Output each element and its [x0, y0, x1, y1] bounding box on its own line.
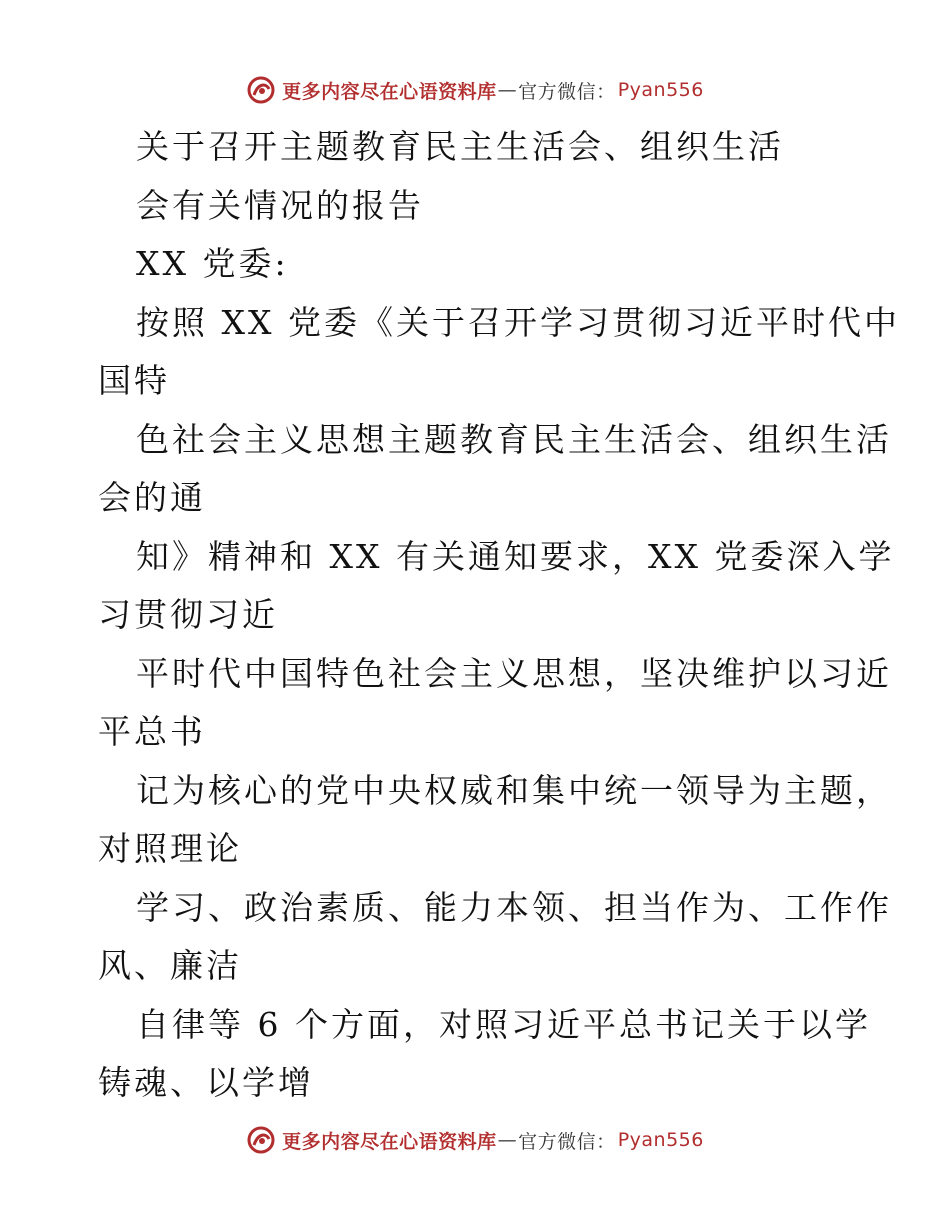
document-body — [98, 118, 900, 1113]
text-line: 平总书 — [98, 712, 206, 751]
watermark-account: Pyan556 — [617, 1129, 704, 1151]
text-line: 色社会主义思想主题教育民主生活会、组织生活 — [136, 419, 892, 459]
watermark-label: 官方微信： — [518, 80, 616, 103]
watermark-brand-text: 更多内容尽在心语资料库 — [282, 80, 497, 103]
text-line: 关于召开主题教育民主生活会、组织生活 — [136, 127, 784, 166]
text-line: 自律等 6 个方面，对照习近平总书记关于以学 — [136, 1004, 871, 1044]
text-line: 知》精神和 XX 有关通知要求，XX 党委深入学 — [136, 536, 895, 576]
text-line: 平时代中国特色社会主义思想，坚决维护以习近 — [136, 653, 892, 693]
text-line: 按照 XX 党委《关于召开学习贯彻习近平时代中 — [136, 302, 900, 342]
text-line: XX 党委: — [136, 244, 289, 283]
text-line: 风、廉洁 — [98, 946, 242, 985]
text-line: 会的通 — [98, 478, 206, 517]
text-line: 会有关情况的报告 — [136, 185, 424, 225]
watermark-dash: — — [497, 1129, 518, 1151]
watermark-dash: — — [497, 79, 518, 101]
swirl-logo-icon — [246, 75, 276, 105]
watermark-label: 官方微信： — [518, 1130, 616, 1153]
text-line: 学习、政治素质、能力本领、担当作为、工作作 — [136, 887, 892, 927]
watermark-brand-text: 更多内容尽在心语资料库 — [282, 1130, 497, 1153]
text-line: 对照理论 — [98, 829, 242, 868]
text-line: 记为核心的党中央权威和集中统一领导为主题， — [136, 770, 892, 810]
swirl-logo-icon — [246, 1125, 276, 1155]
text-line: 铸魂、以学增 — [98, 1063, 314, 1102]
text-line: 国特 — [98, 361, 170, 400]
watermark-account: Pyan556 — [617, 79, 704, 101]
text-line: 习贯彻习近 — [98, 595, 278, 634]
footer-watermark — [0, 1120, 950, 1160]
header-watermark — [0, 70, 950, 110]
